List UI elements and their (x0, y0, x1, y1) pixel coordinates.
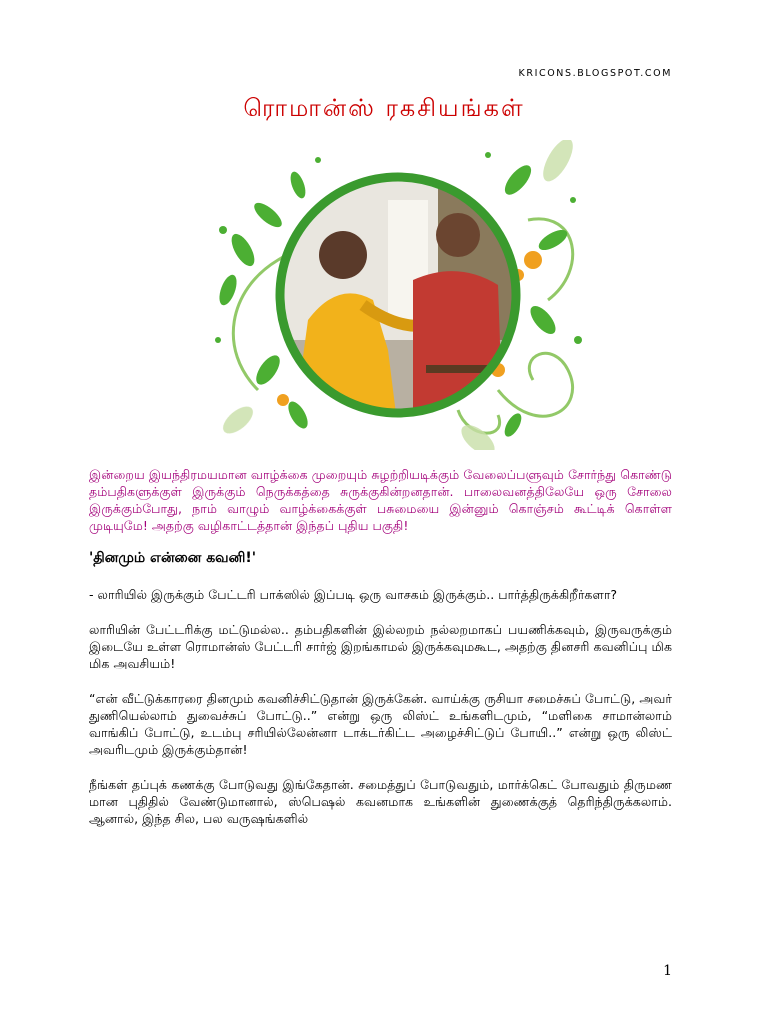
body-paragraph: நீங்கள் தப்புக் கணக்கு போடுவது இங்கேதான். சமைத்துப் போடுவதும், மார்க்கெட் போவதும் திருமண மான புதிதில் வேண்டுமானால், ஸ்பெஷல் கவனமாக உங்களின் துணைக்குத் தெரிந்திருக்கலாம். ஆனால், இந்த சில, பல வருஷங்களில் (89, 777, 672, 826)
body-paragraph: - லாரியில் இருக்கும் பேட்டரி பாக்ஸில் இப்படி ஒரு வாசகம் இருக்கும்.. பார்த்திருக்கிறீர்களா? (89, 587, 618, 602)
page-number: 1 (663, 963, 672, 979)
body-paragraph: “என் வீட்டுக்காரரை தினமும் கவனிச்சிட்டுதான் இருக்கேன். வாய்க்கு ருசியா சமைச்சுப் போட்டு, அவர் துணியெல்லாம் துவைச்சுப் போட்டு..” என்று ஒரு லிஸ்ட் உங்களிடமும், “மளிகை சாமான்லாம் வாங்கிப் போட்டு, உடம்பு சரியில்லேன்னா டாக்டர்கிட்ட அழைச்சிட்டுப் போயி..” என்று ஒரு லிஸ்ட் அவரிடமும் இருக்கும்தான்! (89, 691, 672, 757)
site-url: KRICONS.BLOGSPOT.COM (518, 68, 672, 79)
page-title: ரொமான்ஸ் ரகசியங்கள் (243, 94, 525, 122)
couple-photo-illustration (198, 140, 598, 450)
section-heading: 'தினமும் என்னை கவனி!' (89, 550, 256, 566)
intro-paragraph: இன்றைய இயந்திரமயமான வாழ்க்கை முறையும் சுழற்றியடிக்கும் வேலைப்பளுவும் சோர்ந்து கொண்டு தம்பதிகளுக்குள் இருக்கும் நெருக்கத்தை சுருக்குகின்றனதான். பாலைவனத்திலேயே ஒரு சோலை இருக்கும்போது, நாம் வாழும் வாழ்க்கைக்குள் பசுமையை இன்னும் கொஞ்சம் கூட்டிக் கொள்ள முடியுமே! அதற்கு வழிகாட்டத்தான் இந்தப் புதிய பகுதி! (89, 467, 672, 533)
body-paragraph: லாரியின் பேட்டரிக்கு மட்டுமல்ல.. தம்பதிகளின் இல்லறம் நல்லறமாகப் பயணிக்கவும், இருவருக்கும் இடையே உள்ள ரொமான்ஸ் பேட்டரி சார்ஜ் இறங்காமல் இருக்கவுமகூட, அதற்கு தினசரி கவனிப்பு மிக மிக அவசியம்! (89, 622, 672, 671)
article-body (89, 466, 672, 827)
